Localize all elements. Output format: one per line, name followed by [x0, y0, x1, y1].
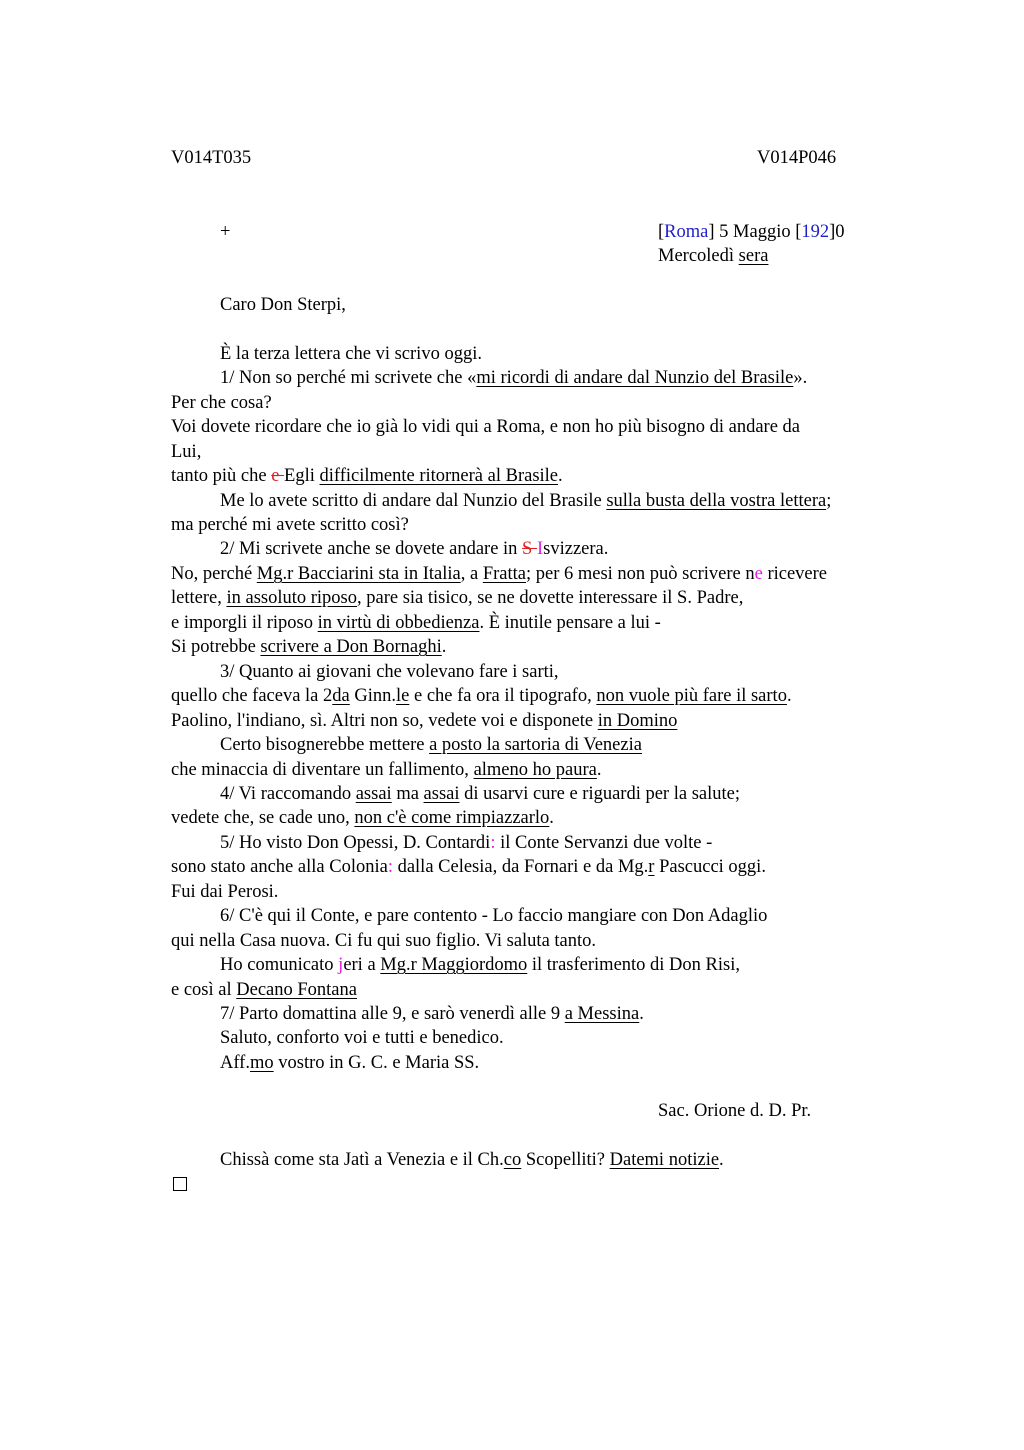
document-code-left: V014T035 [171, 148, 252, 168]
inserted-text: e [754, 564, 763, 584]
body-line: Saluto, conforto voi e tutti e benedico. [220, 1028, 504, 1048]
closing-line: Aff.mo vostro in G. C. e Maria SS. [220, 1053, 480, 1073]
body-line: lettere, in assoluto riposo, pare sia tisico, se ne dovette interessare il S. Padre, [171, 588, 744, 608]
cross-symbol: + [220, 222, 231, 242]
body-line: Paolino, l'indiano, sì. Altri non so, vedete voi e disponete in Domino [171, 711, 678, 731]
body-line: ma perché mi avete scritto così? [171, 515, 409, 535]
body-line: e così al Decano Fontana [171, 980, 357, 1000]
inserted-text: : [387, 857, 393, 877]
body-line: Me lo avete scritto di andare dal Nunzio del Brasile sulla busta della vostra lettera; [220, 491, 832, 511]
inserted-text: I [536, 539, 544, 559]
body-line: Fui dai Perosi. [171, 882, 279, 902]
body-line: che minaccia di diventare un fallimento, almeno ho paura. [171, 760, 602, 780]
body-line: Voi dovete ricordare che io già lo vidi qui a Roma, e non ho più bisogno di andare da [171, 417, 801, 437]
body-line: quello che faceva la 2da Ginn.le e che fa ora il tipografo, non vuole più fare il sarto. [171, 686, 792, 706]
year-part: 192 [801, 222, 830, 242]
body-line: qui nella Casa nuova. Ci fu qui suo figlio. Vi saluta tanto. [171, 931, 597, 951]
body-line: Lui, [171, 442, 202, 462]
body-line: sono stato anche alla Colonia: dalla Celesia, da Fornari e da Mg.r Pascucci oggi. [171, 857, 766, 877]
body-line: Si potrebbe scrivere a Don Bornaghi. [171, 637, 447, 657]
body-line: tanto più che e Egli difficilmente ritornerà al Brasile. [171, 466, 563, 486]
body-line: 6/ C'è qui il Conte, e pare contento - Lo faccio mangiare con Don Adaglio [220, 906, 768, 926]
signature: Sac. Orione d. D. Pr. [658, 1101, 812, 1121]
salutation: Caro Don Sterpi, [220, 295, 346, 315]
body-line: e imporgli il riposo in virtù di obbedienza. È inutile pensare a lui - [171, 613, 661, 633]
deleted-text: e [271, 466, 285, 486]
body-line: Certo bisognerebbe mettere a posto la sartoria di Venezia [220, 735, 642, 755]
body-line: 3/ Quanto ai giovani che volevano fare i sarti, [220, 662, 559, 682]
document-code-right: V014P046 [757, 148, 837, 168]
letter-weekday: Mercoledì sera [658, 246, 769, 266]
body-line: vedete che, se cade uno, non c'è come rimpiazzarlo. [171, 808, 554, 828]
inserted-text: : [490, 833, 496, 853]
body-line: Ho comunicato jeri a Mg.r Maggiordomo il trasferimento di Don Risi, [220, 955, 740, 975]
inserted-text: j [338, 955, 344, 975]
body-line: È la terza lettera che vi scrivo oggi. [220, 344, 482, 364]
body-line: 5/ Ho visto Don Opessi, D. Contardi: il Conte Servanzi due volte - [220, 833, 713, 853]
postscript: Chissà come sta Jatì a Venezia e il Ch.co Scopelliti? Datemi notizie. [220, 1150, 724, 1170]
body-line: 7/ Parto domattina alle 9, e sarò venerdì alle 9 a Messina. [220, 1004, 644, 1024]
body-line: 2/ Mi scrivete anche se dovete andare in S Isvizzera. [220, 539, 609, 559]
body-line: 1/ Non so perché mi scrivete che «mi ricordi di andare dal Nunzio del Brasile». [220, 368, 808, 388]
place-name: Roma [664, 222, 709, 242]
body-line: 4/ Vi raccomando assai ma assai di usarvi cure e riguardi per la salute; [220, 784, 740, 804]
end-marker-box [173, 1177, 187, 1191]
deleted-text: S [522, 539, 537, 559]
letter-date: [Roma] 5 Maggio [192]0 [658, 222, 845, 242]
body-line: Per che cosa? [171, 393, 272, 413]
body-line: No, perché Mg.r Bacciarini sta in Italia, a Fratta; per 6 mesi non può scrivere ne ricevere [171, 564, 828, 584]
